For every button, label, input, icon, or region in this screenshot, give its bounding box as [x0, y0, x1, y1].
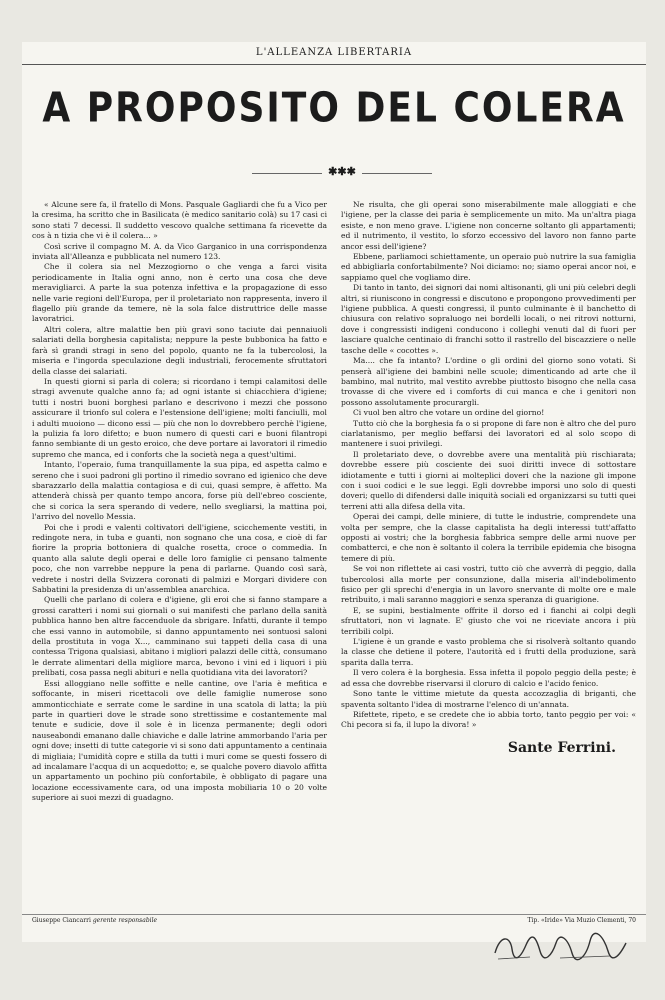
left-paragraph: In questi giorni si parla di colera; si ricordano i tempi calamitosi delle stragi avvenute qualche anno fa; ad ogni istante si chiacchiera d'igiene; tutti i nostri buoni borghesi parlano e descrivono i mezzi che possono assicurare il trionfo sul colera e l'estensione dell'igiene; molti fanciulli, mol i adulti muoiono — dicono essi — più che non lo dovrebbero perchè l'igiene, la pulizia fa loro difetto; e buon numero di questi cari e buoni filantropi fanno sembiante di un gesto eroico, che deve portare ai lavoratori il rimedio supremo che manca, ed i conforts che la società nega a quest'ultimi.: [32, 376, 327, 459]
divider-line-left: [252, 173, 322, 174]
left-paragraph: Che il colera sia nel Mezzogiorno o che venga a farci visita periodicamente in Italia ogni anno, non è certo una cosa che deve meravigliarci. A parte la sua potenza infettiva e la propagazione di esso nelle varie regioni dell'Europa, per il proletariato non rappresenta, invero il flagello più grande da temere, nè la sola falce distruttrice delle masse lavoratrici.: [32, 262, 327, 324]
article-body: [32, 200, 636, 905]
left-paragraph: Così scrive il compagno M. A. da Vico Garganico in una corrispondenza inviata all'Alleanza e pubblicata nel numero 123.: [32, 241, 327, 262]
left-paragraph: Intanto, l'operaio, fuma tranquillamente la sua pipa, ed aspetta calmo e sereno che i suoi padroni gli portino il rimedio sovrano ed igienico che deve sbarazzarlo della malattia contagiosa e di cui, quasi sempre, è affetto. Ma attenderà chissà per quanto tempo ancora, forse più dell'ebreo cosciente, che si corica la sera sperando di vedere, nello svegliarsi, la mattina poi, l'arrivo del novello Messia.: [32, 460, 327, 522]
right-paragraph: E, se supini, bestialmente offrite il dorso ed i fianchi ai colpi degli sfruttatori, non vi lagnate. E' giusto che voi ne riceviate ancora i più terribili colpi.: [341, 605, 636, 636]
asterism-ornament: ✱✱✱: [328, 165, 356, 178]
right-paragraph: Di tanto in tanto, dei signori dai nomi altisonanti, gli uni più celebri degli altri, si riuniscono in congressi e discutono e propongono provvedimenti per l'igiene pubblica. A questi congressi, il punto culminante è il banchetto di chiusura con relativo sopraluogo nei bordelli locali, o nei ritrovi notturni, dove i congressisti indigeni conducono i colleghi venuti dal di fuori per lasciare qualche centinaio di franchi sotto il rastrello del biscazziere o nelle tasche delle « cocottes ».: [341, 283, 636, 355]
divider-line-right: [362, 173, 432, 174]
right-paragraph: Ne risulta, che gli operai sono miserabilmente male alloggiati e che l'igiene, per la classe dei paria è semplicemente un mito. Ma un'altra piaga esiste, e non meno grave. L'igiene non concerne soltanto gli appartamenti; ed il nutrimento, il vestito, lo sforzo eccessivo del lavoro non fanno parte ancor essi dell'igiene?: [341, 200, 636, 251]
left-paragraph: Altri colera, altre malattie ben più gravi sono taciute dai pennaiuoli salariati della borghesia capitalista; neppure la peste bubbonica ha fatto e farà sì grandi stragi in seno del popolo, quanto ne fa la tubercolosi, la miseria e l'ingorda speculazione degli industriali, ferocemente sfruttatori della classe dei salariati.: [32, 324, 327, 376]
right-paragraph: Se voi non riflettete ai casi vostri, tutto ciò che avverrà di peggio, dalla tubercolosi alla morte per consunzione, dalla miseria all'indebolimento fisico per gli sprechi d'energia in un lavoro snervante di molte ore e male retribuito, i mali saranno maggiori e senza speranza di guarigione.: [341, 564, 636, 605]
right-paragraph: Ma.... che fa intanto? L'ordine o gli ordini del giorno sono votati. Si penserà all'igiene dei bambini nelle scuole; dimenticando ad arte che il bambino, mal nutrito, mal vestito avrebbe piuttosto bisogno che nella casa trovasse di che vivere ed i comforts di cui manca e che i genitori non possono assolutamente procurargli.: [341, 356, 636, 407]
publisher-role: gerente responsabile: [92, 917, 158, 924]
title-divider: [252, 166, 432, 180]
article-title: A PROPOSITO DEL COLERA: [42, 84, 626, 133]
right-column-text: [341, 200, 636, 731]
handwritten-signature: [490, 925, 630, 965]
printer-credit: Tip. «Iride» Via Muzio Clementi, 70: [527, 917, 636, 924]
right-paragraph: Sono tante le vittime mietute da questa accozzaglia di briganti, che spaventa soltanto l'idea di mostrarne l'elenco di un'annata.: [341, 689, 636, 709]
right-paragraph: Tutto ciò che la borghesia fa o si propone di fare non è altro che del puro ciarlatanismo, per meglio beffarsi dei lavoratori ed al solo scopo di mantenere i suoi privilegi.: [341, 418, 636, 449]
left-paragraph: Poi che i prodi e valenti coltivatori dell'igiene, scicchemente vestiti, in redingote nera, in tuba e guanti, non sognano che una cosa, e cioè di far fiorire la propria bottoniera di qualche rosetta, croce o commedia. In quanto alla salute degli operai e delle loro famiglie ci pensano talmente poco, che non varrebbe neppure la pena di parlarne. Quando così sarà, vedrete i nostri della Svizzera coronati di palmizi e Morgari dividere con Sabbatini la presidenza di un'assemblea anarchica.: [32, 522, 327, 595]
author-signature: Sante Ferrini.: [507, 739, 616, 756]
right-paragraph: L'igiene è un grande e vasto problema che si risolverà soltanto quando la classe che detiene il potere, l'autorità ed i frutti della produzione, sarà sparita dalla terra.: [341, 637, 636, 667]
right-paragraph: Il proletariato deve, o dovrebbe avere una mentalità più rischiarata; dovrebbe essere più cosciente dei suoi diritti invece di sottostare idiotamente e tutti i giorni ai molteplici doveri che la nazione gli impone con i suoi codici e le sue leggi. Egli dovrebbe imporsi uno solo di questi doveri; quello di difendersi dalle iniquità sociali ed organizzarsi su tutti quei terreni atti alla difesa della vita.: [341, 449, 636, 511]
newspaper-page: [22, 42, 646, 942]
left-paragraph: Quelli che parlano di colera e d'igiene, gli eroi che si fanno stampare a grossi caratteri i nomi sui giornali o sui manifesti che parlano della sanità pubblica hanno ben altre faccenduole da sbrigare. Infatti, durante il tempo che essi vanno in automobile, si danno appuntamento nei sontuosi saloni della prostituta in voga X..., camminano sui tappeti della casa di una contessa Trigona qualsiasi, abitano i migliori palazzi delle città, consumano le derrate alimentari della migliore marca, bevono i vini ed i liquori i più prelibati, cosa passa negli abituri e nella quotidiana vita dei lavoratori?: [32, 595, 327, 678]
right-paragraph: Rifettete, ripeto, e se credete che io abbia torto, tanto peggio per voi: « Chi pecora si fa, il lupo la divora! »: [341, 709, 636, 730]
left-column: [32, 200, 327, 905]
publisher-name: Giuseppe Ciancarri: [32, 917, 91, 924]
right-paragraph: Ebbene, parliamoci schiettamente, un operaio può nutrire la sua famiglia ed abbigliarla confortabilmente? Noi diciamo: no; siamo operai ancor noi, e sappiamo quel che vogliamo dire.: [341, 252, 636, 282]
publisher-credit: [32, 915, 157, 927]
left-paragraph: « Alcune sere fa, il fratello di Mons. Pasquale Gagliardi che fu a Vico per la cresima, ha scritto che in Basilicata (è medico sanitario colà) su 17 casi ci sono stati 7 decessi. Il suddetto vescovo qualche settimana fa ricevette da cos à n tizia che vi è il colera... »: [32, 200, 327, 241]
right-column: [341, 200, 636, 905]
right-paragraph: Ci vuol ben altro che votare un ordine del giorno!: [353, 408, 545, 418]
right-paragraph: Operai dei campi, delle miniere, di tutte le industrie, comprendete una volta per sempre, che la classe capitalista ha degli interessi tutt'affatto opposti ai vostri; che la borghesia fabbrica sempre delle armi nuove per combatterci, e che non è soltanto il colera la terribile epidemia che bisogna temere di più.: [341, 512, 636, 563]
running-header: L'ALLEANZA LIBERTARIA: [22, 42, 646, 65]
left-paragraph: Essi alloggiano nelle soffitte e nelle cantine, ove l'aria è mefitica e soffocante, in miseri ricettacoli ove delle famiglie numerose sono ammonticchiate e serrate come le sardine in una scatola di latta; la più parte in quartieri dove le strade sono strettissime e costantemente mal tenute e sudicie, dove il sole è in licenza permanente; degli odori nauseabondi emanano dalle chiaviche e dalle latrine ammorbando l'aria per ogni dove; insetti di tutte categorie vi si sono dati appuntamento a centinaia di migliaia; l'umidità copre e stilla da tutti i muri come se questi fossero di ad incalamare l'acqua di un acquedotto; e, se qualche povero diavolo affitta un appartamento un pochino più confortabile, è obbligato di pagare una locazione eccessivamente cara, od una imposta mobiliaria 10 o 20 volte superiore ai suoi mezzi di guadagno.: [32, 678, 327, 803]
right-paragraph: Il vero colera è la borghesia. Essa infetta il popolo peggio della peste; è ad essa che dovrebbe riservarsi il cloruro di calcio e l'acido fenico.: [341, 668, 636, 688]
